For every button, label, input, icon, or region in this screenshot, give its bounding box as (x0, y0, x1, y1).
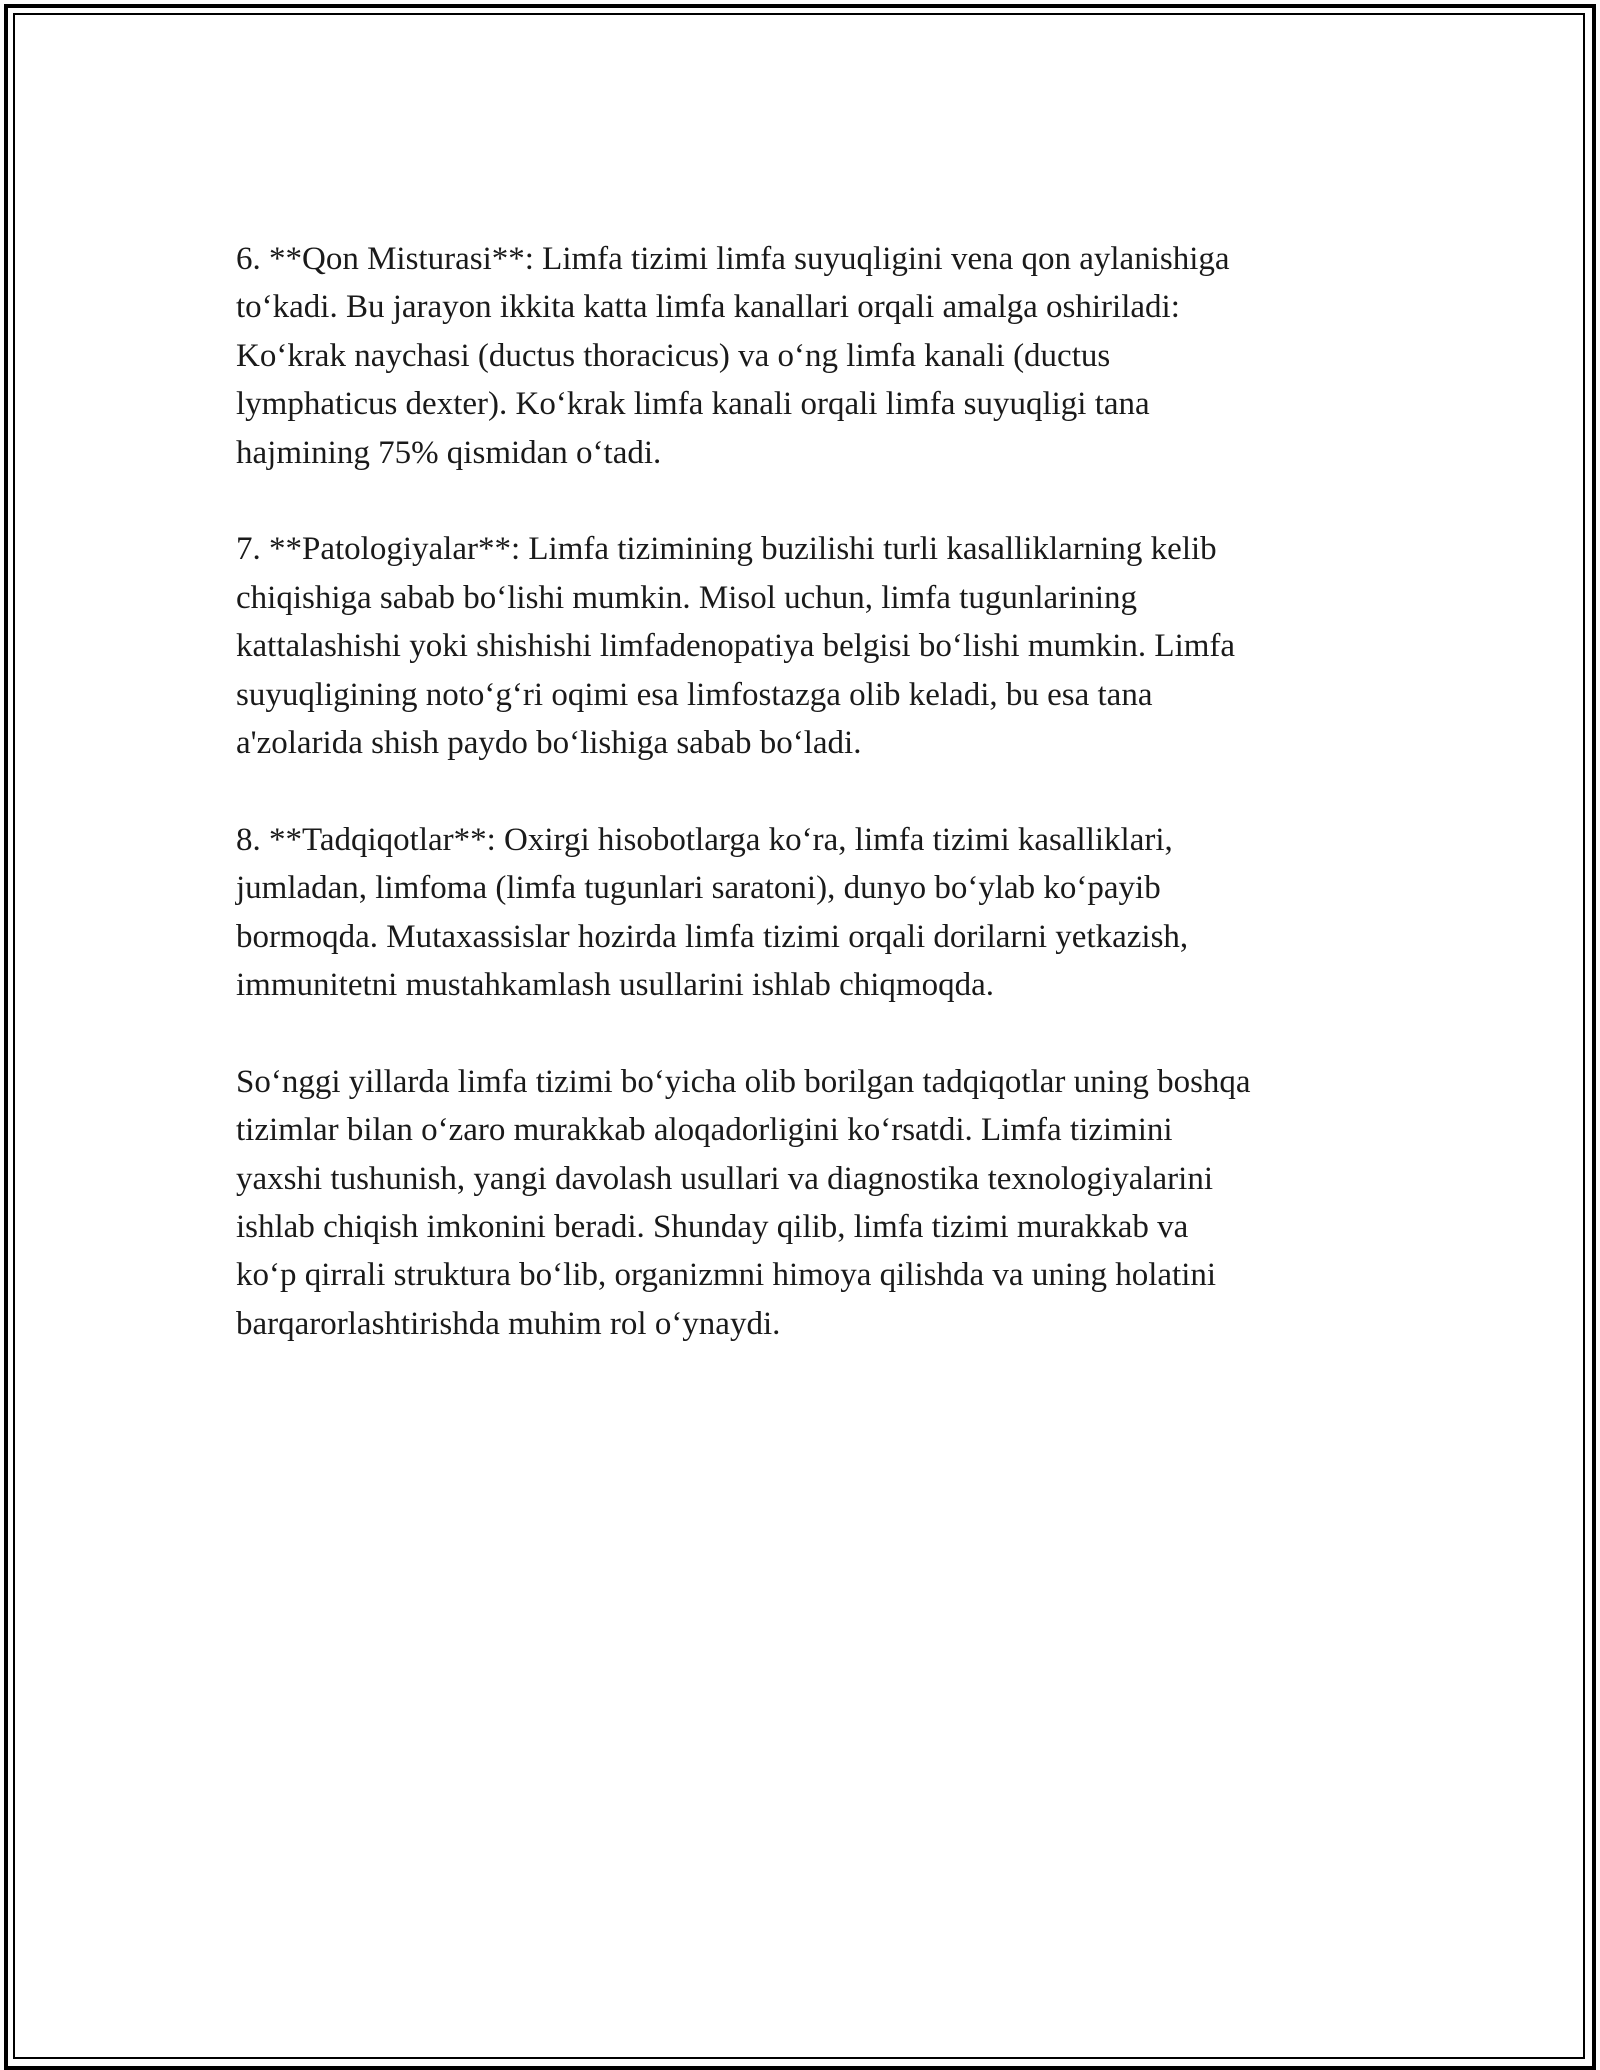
text-line: 7. **Patologiyalar**: Limfa tizimining buzilishi turli kasalliklarning kelib (236, 531, 1217, 568)
text-line: suyuqligining noto‘g‘ri oqimi esa limfostazga olib keladi, bu esa tana (236, 676, 1153, 713)
paragraph-tadqiqotlar (236, 816, 1376, 1010)
paragraph-patologiyalar (236, 525, 1376, 767)
text-line: Ko‘krak naychasi (ductus thoracicus) va o‘ng limfa kanali (ductus (236, 337, 1111, 374)
paragraph-qon-misturasi (236, 235, 1376, 477)
document-body (236, 235, 1376, 1397)
text-line: bormoqda. Mutaxassislar hozirda limfa tizimi orqali dorilarni yetkazish, (236, 918, 1189, 955)
text-line: lymphaticus dexter). Ko‘krak limfa kanali orqali limfa suyuqligi tana (236, 386, 1150, 423)
text-line: jumladan, limfoma (limfa tugunlari saratoni), dunyo bo‘ylab ko‘payib (236, 870, 1161, 907)
paragraph-conclusion (236, 1058, 1376, 1348)
text-line: barqarorlashtirishda muhim rol o‘ynaydi. (236, 1305, 781, 1342)
text-line: immunitetni mustahkamlash usullarini ishlab chiqmoqda. (236, 967, 994, 1004)
text-line: chiqishiga sabab bo‘lishi mumkin. Misol uchun, limfa tugunlarining (236, 579, 1137, 616)
text-line: ko‘p qirrali struktura bo‘lib, organizmni himoya qilishda va uning holatini (236, 1257, 1217, 1294)
text-line: 6. **Qon Misturasi**: Limfa tizimi limfa suyuqligini vena qon aylanishiga (236, 241, 1230, 277)
text-line: 8. **Tadqiqotlar**: Oxirgi hisobotlarga ko‘ra, limfa tizimi kasalliklari, (236, 821, 1173, 858)
text-line: So‘nggi yillarda limfa tizimi bo‘yicha olib borilgan tadqiqotlar uning boshqa (236, 1063, 1251, 1100)
text-line: a'zolarida shish paydo bo‘lishiga sabab bo‘ladi. (236, 725, 862, 762)
text-line: kattalashishi yoki shishishi limfadenopatiya belgisi bo‘lishi mumkin. Limfa (236, 628, 1236, 665)
text-line: ishlab chiqish imkonini beradi. Shunday qilib, limfa tizimi murakkab va (236, 1209, 1189, 1246)
text-line: to‘kadi. Bu jarayon ikkita katta limfa kanallari orqali amalga oshiriladi: (236, 289, 1180, 326)
text-line: tizimlar bilan o‘zaro murakkab aloqadorligini ko‘rsatdi. Limfa tizimini (236, 1112, 1173, 1149)
text-line: yaxshi tushunish, yangi davolash usullari va diagnostika texnologiyalarini (236, 1160, 1214, 1197)
text-line: hajmining 75% qismidan o‘tadi. (236, 434, 662, 471)
